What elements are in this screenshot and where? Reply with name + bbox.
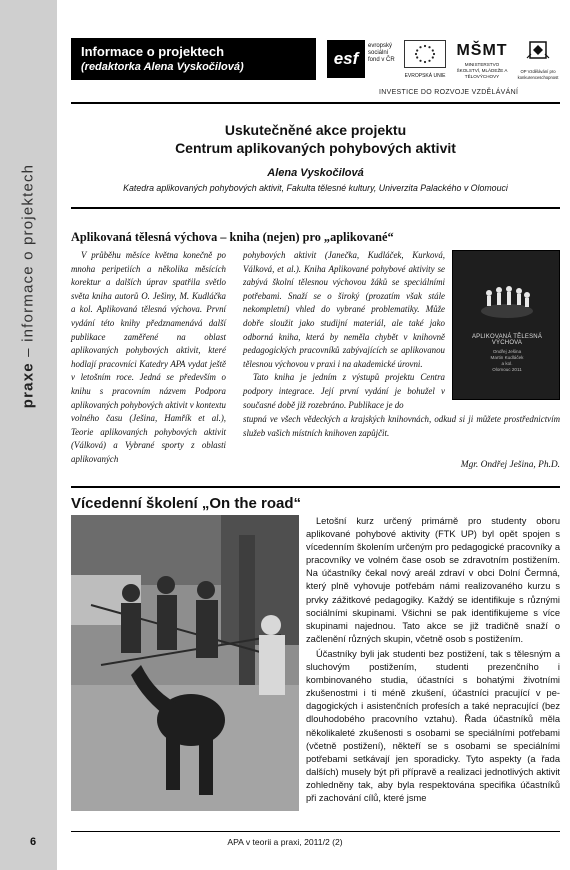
opvk-logo bbox=[517, 40, 559, 78]
section-rule bbox=[71, 486, 560, 488]
column-header-box bbox=[71, 38, 316, 80]
investice-tagline: INVESTICE DO ROZVOJE VZDĚLÁVÁNÍ bbox=[379, 89, 519, 96]
section1-wide-paragraph: stupná ve všech vědeckých a krajských knihovnách, odkud si ji můžete prostřednictvím služeb vašich místních knihoven zapůjčit. bbox=[243, 414, 560, 438]
book-cover-image bbox=[452, 250, 560, 400]
section2-heading: Vícedenní školení „On the road“ bbox=[71, 495, 302, 512]
msmt-logo bbox=[453, 40, 511, 78]
section-label-rest: – informace o projektech bbox=[19, 163, 37, 363]
journal-citation: APA v teorii a praxi, 2011/2 (2) bbox=[227, 837, 343, 847]
opvk-icon bbox=[517, 40, 559, 64]
section1-column1 bbox=[71, 249, 226, 467]
funding-logos bbox=[325, 40, 560, 82]
section1-column2 bbox=[243, 249, 445, 412]
article-title bbox=[71, 121, 560, 157]
column-title: Informace o projektech bbox=[81, 44, 225, 59]
book-cover-title: APLIKOVANÁ TĚLESNÁ VÝCHOVA bbox=[471, 334, 543, 346]
outdoor-group-photo bbox=[71, 515, 299, 811]
header-rule bbox=[71, 102, 560, 104]
article-author: Alena Vyskočilová bbox=[267, 167, 364, 179]
esf-logo-text: evropský sociální fond v ČR bbox=[368, 43, 395, 63]
eu-flag-logo bbox=[403, 40, 447, 78]
msmt-caption: MINISTERSTVO ŠKOLSTVÍ, MLÁDEŽE A TĚLOVÝCHOVY bbox=[456, 62, 508, 79]
page-number: 6 bbox=[30, 836, 37, 848]
article-title-line1: Uskutečněné akce projektu bbox=[224, 122, 407, 138]
article-affiliation: Katedra aplikovaných pohybových aktivit, Fakulta tělesné kultury, Univerzita Palackého v Olomouci bbox=[123, 183, 508, 193]
book-cover-figures-icon bbox=[477, 281, 537, 321]
opvk-caption: OP Vzdělávání pro konkurenceschopnost bbox=[517, 69, 559, 80]
section-label-bold: praxe bbox=[19, 362, 37, 409]
section1-col2-para1: pohybových aktivit (Janečka, Kudláček, Kurková, Válková, et al.). Kniha Aplikované pohybové aktivity se zabývá školní tělesnou výchovou žáků se speciálními potřebami. Snaží se o široký (prozatím však stále nekompletní) vhled do vybrané problematiky. Může dobře sloužit jako studijní materiál, ale také jako odborná kniha, která by neměla chybět v knihovně pedagogických pracovníků zabývajících se aplikovanou tělesnou výchovou v praxi i na akademické úrovni. bbox=[243, 250, 445, 369]
section1-col1-text: V průběhu měsíce května konečně po mnoha peripetiích a několika měsících korektur a dalších úprav spatřila světlo světa kniha autorů O. Ješiny, M. Kudláčka a kol. Aplikovaná tělesná výchova. První vydání této knihy předznamenává další publikace zaměřené na oblast aplikovaných pohybových aktivit, které hodlají pracovníci Katedry APA vydat ještě v letošním roce. Jedná se především o knihu s pracovním názvem Podpora aplikovaných pohybových aktivit v kontextu volného času (Ješina, Hamřík et al.), Teorie aplikovaných pohybových aktivit (Válková) a Vybrané sporty z oblasti aplikovaných bbox=[71, 250, 226, 464]
msmt-mark: MŠMT bbox=[456, 42, 508, 59]
section2-para1: Letošní kurz určený primárně pro studenty oboru aplikované pohybové aktivity (FTK UP) byl opět spojen s vícedenním školením určeným pro pedagogické pracovníky a pracovníky ve volném čase osob se zdravotním postižením. Na účastníky čekal nový areál zdraví v obci Dolní Čermná, který plně vyhovuje potřebám námi realizovaného kurzu s prvky zážitkové pedagogiky. Každý se identifikuje s různými sociálními skupinami. Všichni se pak identifikujeme s více skupinami najednou. Tato akce se již tradičně snaží o začlenění různých skupin, včetně osob s postižením. bbox=[306, 516, 560, 644]
section2-para2: Účastníky byli jak studenti bez postižení, tak s tělesným a sluchovým postižením, studenti prezenčního i kombinovaného studia, účastníci s bohatými životními zkušenostmi i ti méně zkušení, účastníci pracující v pedagogických i asistenčních profesích a také nepracující (bez dlouhodobého pracovního vztahu). Řada účastníků měla několikaleté zkušenosti s osobami se speciálními potřebami (včetně postižení), někteří se s osobami se speciálními potřebami setkávají jen sporadicky. Tyto aspekty (a řada dalších) musely být při přípravě a realizaci jednotlivých aktivit zohledněny tak, aby byla respektována specifika účastníků při zachování cílů, které jsme bbox=[306, 648, 560, 803]
section1-signature: Mgr. Ondřej Ješina, Ph.D. bbox=[460, 460, 560, 470]
side-band bbox=[0, 0, 57, 870]
section-label-vertical bbox=[20, 164, 37, 408]
section1-col2-para2: Tato kniha je jedním z výstupů projektu Centra podpory integrace. Její první vydání je bohužel v současné době již rozebráno. Publikace je do bbox=[243, 372, 445, 410]
column-editor: (redaktorka Alena Vyskočilová) bbox=[81, 61, 244, 73]
section2-body bbox=[306, 515, 560, 805]
article-title-line2: Centrum aplikovaných pohybových aktivit bbox=[175, 140, 456, 156]
eu-caption: EVROPSKÁ UNIE bbox=[404, 73, 446, 79]
eu-stars-icon bbox=[404, 40, 446, 68]
esf-logo: esf bbox=[327, 40, 365, 78]
title-rule bbox=[71, 207, 560, 209]
footer-rule bbox=[71, 831, 560, 832]
book-cover-authors: Ondřej Ješina Martin Kudláček a kol. Olomouc 2011 bbox=[490, 349, 524, 372]
section1-heading: Aplikovaná tělesná výchova – kniha (nejen) pro „aplikované“ bbox=[71, 230, 394, 244]
